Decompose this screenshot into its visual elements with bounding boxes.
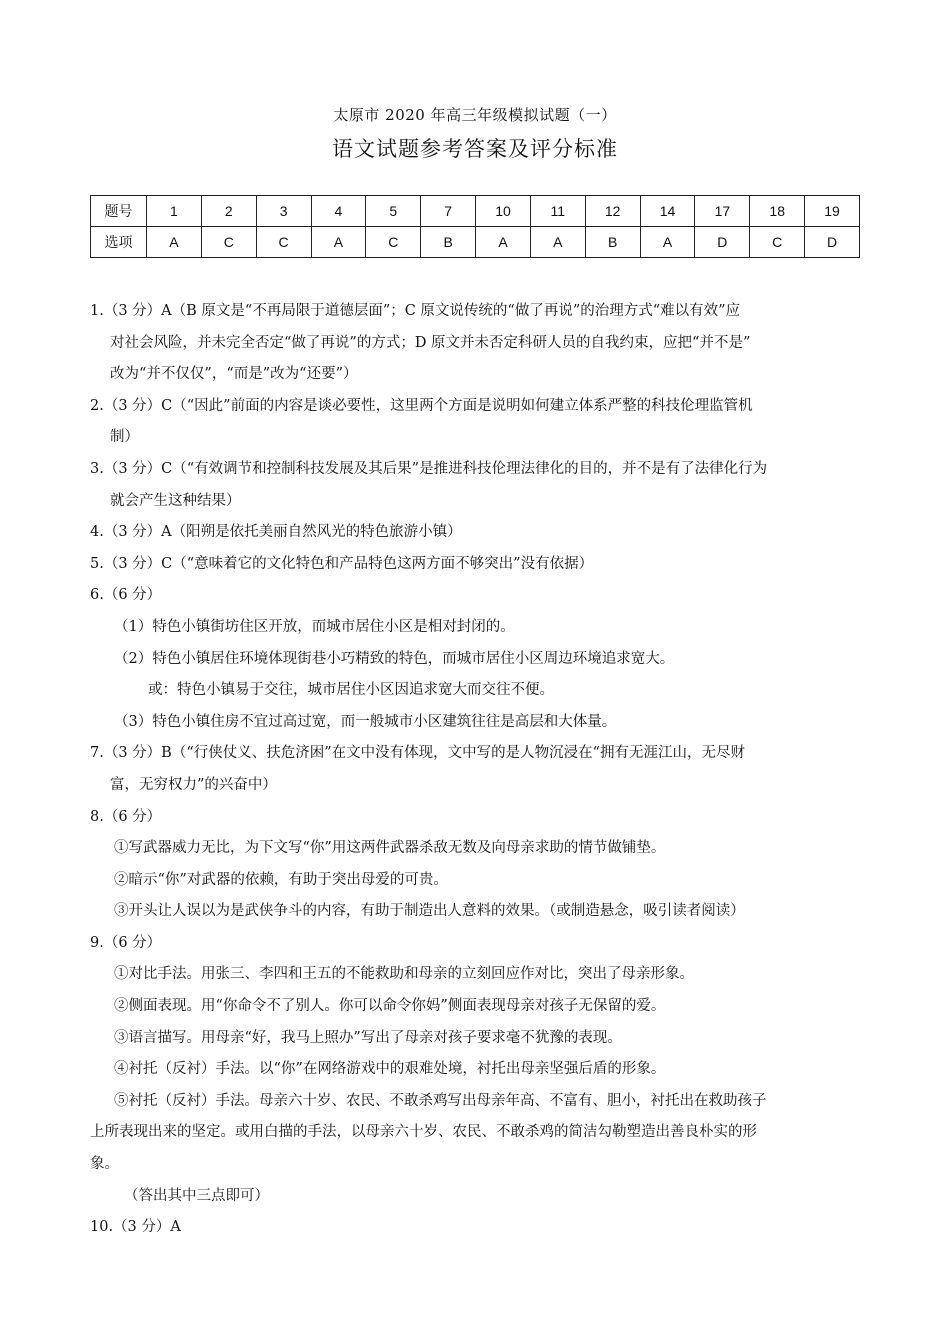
question-number-row xyxy=(91,196,860,227)
answer-9-point-cont: 象。 xyxy=(90,1156,119,1173)
answer-7-line: 7.（3 分）B（“行侠仗义、扶危济困”在文中没有体现，文中写的是人物沉浸在“拥有无涯江山，无尽财 xyxy=(90,745,746,762)
answer-choice-cell: B xyxy=(585,227,640,258)
answer-1-line: 改为“并不仅仅”，“而是”改为“还要”） xyxy=(110,366,358,383)
answer-9-point: ④衬托（反衬）手法。以“你”在网络游戏中的艰难处境，衬托出母亲坚强后盾的形象。 xyxy=(114,1061,666,1078)
answer-9-note: （答出其中三点即可） xyxy=(124,1187,269,1204)
question-number-cell: 19 xyxy=(805,196,860,227)
answer-4: 4.（3 分）A（阳朔是依托美丽自然风光的特色旅游小镇） xyxy=(90,524,462,541)
answer-choice-cell: C xyxy=(256,227,311,258)
answer-9-point: ③语言描写。用母亲“好，我马上照办”写出了母亲对孩子要求毫不犹豫的表现。 xyxy=(114,1029,622,1046)
question-number-cell: 14 xyxy=(640,196,695,227)
answer-2-line: 制） xyxy=(110,429,139,446)
question-number-cell: 18 xyxy=(750,196,805,227)
exam-subtitle: 太原市 2020 年高三年级模拟试题（一） xyxy=(333,106,617,124)
answer-choice-row xyxy=(91,227,860,258)
answer-9-point: ①对比手法。用张三、李四和王五的不能救助和母亲的立刻回应作对比，突出了母亲形象。 xyxy=(114,966,694,983)
answer-1-line: 1.（3 分）A（B 原文是“不再局限于道德层面”；C 原文说传统的“做了再说”的治理方式“难以有效”应 xyxy=(90,303,741,319)
row-label-choice: 选项 xyxy=(91,227,147,258)
answer-choice-cell: D xyxy=(695,227,750,258)
row-label-question: 题号 xyxy=(91,196,147,227)
answer-choice-cell: A xyxy=(311,227,366,258)
answer-choice-cell: A xyxy=(476,227,531,258)
answer-key-table xyxy=(90,195,860,258)
answer-8-point: ③开头让人误以为是武侠争斗的内容，有助于制造出人意料的效果。（或制造悬念，吸引读者阅读） xyxy=(114,903,745,920)
answer-9-heading: 9.（6 分） xyxy=(90,934,162,951)
answer-choice-cell: D xyxy=(805,227,860,258)
answer-6-point: （1）特色小镇街坊住区开放，而城市居住小区是相对封闭的。 xyxy=(114,618,515,635)
answer-choice-cell: B xyxy=(421,227,476,258)
question-number-cell: 5 xyxy=(366,196,421,227)
question-number-cell: 11 xyxy=(530,196,585,227)
answer-6-heading: 6.（6 分） xyxy=(90,587,162,604)
answer-choice-cell: A xyxy=(640,227,695,258)
answer-5: 5.（3 分）C（“意味着它的文化特色和产品特色这两方面不够突出”没有依据） xyxy=(90,555,594,572)
answer-6-point: （3）特色小镇住房不宜过高过宽，而一般城市小区建筑往往是高层和大体量。 xyxy=(114,713,617,730)
answer-9-point: ②侧面表现。用“你命令不了别人。你可以命令你妈”侧面表现母亲对孩子无保留的爱。 xyxy=(114,998,666,1015)
answer-choice-cell: C xyxy=(201,227,256,258)
answer-3-line: 就会产生这种结果） xyxy=(110,492,241,509)
answer-6-alternative: 或：特色小镇易于交往，城市居住小区因追求宽大而交往不便。 xyxy=(148,682,554,699)
answer-explanations xyxy=(90,296,862,1244)
answer-9-point-cont: 上所表现出来的坚定。或用白描的手法，以母亲六十岁、农民、不敢杀鸡的简洁勾勒塑造出善良朴实的形 xyxy=(90,1124,757,1141)
answer-8-heading: 8.（6 分） xyxy=(90,808,162,825)
question-number-cell: 7 xyxy=(421,196,476,227)
question-number-cell: 12 xyxy=(585,196,640,227)
question-number-cell: 1 xyxy=(147,196,202,227)
answer-2-line: 2.（3 分）C（“因此”前面的内容是谈必要性，这里两个方面是说明如何建立体系严整的科技伦理监管机 xyxy=(90,397,753,414)
answer-10: 10.（3 分）A xyxy=(90,1219,181,1236)
question-number-cell: 2 xyxy=(201,196,256,227)
answer-6-point: （2）特色小镇居住环境体现街巷小巧精致的特色，而城市居住小区周边环境追求宽大。 xyxy=(114,650,675,667)
question-number-cell: 4 xyxy=(311,196,366,227)
question-number-cell: 17 xyxy=(695,196,750,227)
answer-8-point: ②暗示“你”对武器的依赖，有助于突出母爱的可贵。 xyxy=(114,871,448,888)
document-title: 语文试题参考答案及评分标准 xyxy=(332,137,618,161)
question-number-cell: 3 xyxy=(256,196,311,227)
answer-choice-cell: C xyxy=(750,227,805,258)
question-number-cell: 10 xyxy=(476,196,531,227)
answer-9-point: ⑤衬托（反衬）手法。母亲六十岁、农民、不敢杀鸡写出母亲年高、不富有、胆小，衬托出在救助孩子 xyxy=(114,1092,767,1109)
answer-3-line: 3.（3 分）C（“有效调节和控制科技发展及其后果”是推进科技伦理法律化的目的，并不是有了法律化行为 xyxy=(90,460,768,477)
answer-choice-cell: A xyxy=(147,227,202,258)
answer-7-line: 富，无穷权力”的兴奋中） xyxy=(110,776,277,793)
answer-8-point: ①写武器威力无比，为下文写“你”用这两件武器杀敌无数及向母亲求助的情节做铺垫。 xyxy=(114,840,666,857)
answer-choice-cell: C xyxy=(366,227,421,258)
answer-1-line: 对社会风险，并未完全否定“做了再说”的方式；D 原文并未否定科研人员的自我约束，应把“并不是” xyxy=(110,334,751,351)
answer-choice-cell: A xyxy=(530,227,585,258)
